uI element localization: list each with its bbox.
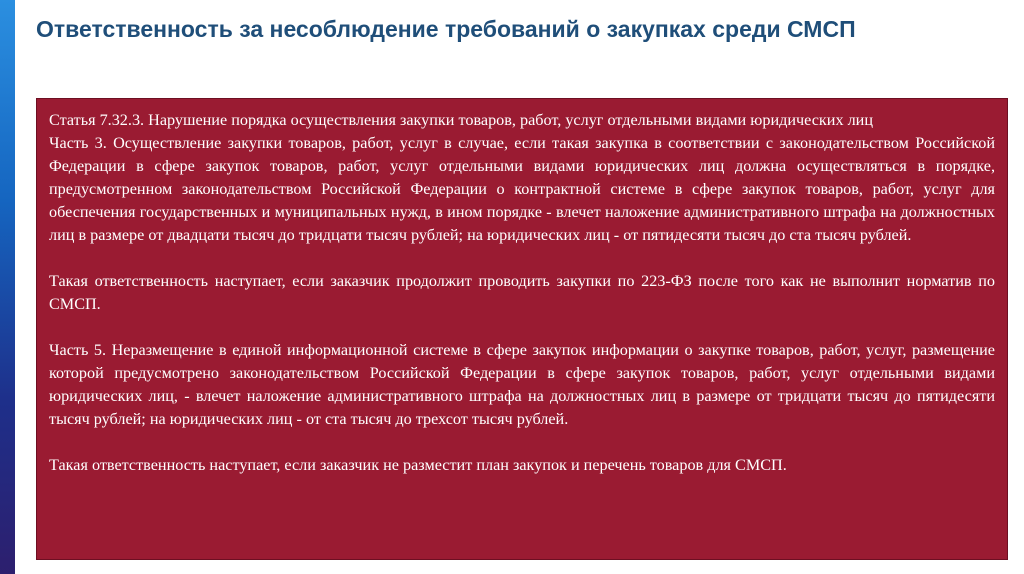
note-2-text: Такая ответственность наступает, если заказчик не разместит план закупок и перечень товаров для СМСП. — [49, 456, 787, 474]
note-1-text: Такая ответственность наступает, если заказчик продолжит проводить закупки по 223-ФЗ после того как не выполнит норматив по СМСП. — [49, 272, 995, 313]
paragraph-spacer — [49, 316, 995, 339]
part-3-text: Часть 3. Осуществление закупки товаров, работ, услуг в случае, если такая закупка в соответствии с законодательством Российской Федерации в сфере закупок товаров, работ, услуг отдельными видами юридических лиц должна осуществляться в порядке, предусмотренном законодательством Российской Федерации о контрактной системе в сфере закупок товаров, работ, услуг для обеспечения государственных и муниципальных нужд, в ином порядке - влечет наложение административного штрафа на должностных лиц в размере от двадцати тысяч до тридцати тысяч рублей; на юридических лиц - от пятидесяти тысяч до ста тысяч рублей. — [49, 134, 995, 244]
part-5-text: Часть 5. Неразмещение в единой информационной системе в сфере закупок информации о закупке товаров, работ, услуг, размещение которой предусмотрено законодательством Российской Федерации в сфере закупок товаров, работ, услуг отдельными видами юридических лиц, - влечет наложение административного штрафа на должностных лиц в размере от тридцати тысяч до пятидесяти тысяч рублей; на юридических лиц - от ста тысяч до трехсот тысяч рублей. — [49, 341, 995, 428]
article-heading: Статья 7.32.3. Нарушение порядка осуществления закупки товаров, работ, услуг отдельными видами юридических лиц — [49, 111, 874, 129]
paragraph-spacer — [49, 247, 995, 270]
slide-title: Ответственность за несоблюдение требований о закупках среди СМСП — [36, 16, 856, 42]
paragraph-spacer — [49, 431, 995, 454]
accent-bar — [0, 0, 15, 574]
content-box — [36, 98, 1008, 560]
